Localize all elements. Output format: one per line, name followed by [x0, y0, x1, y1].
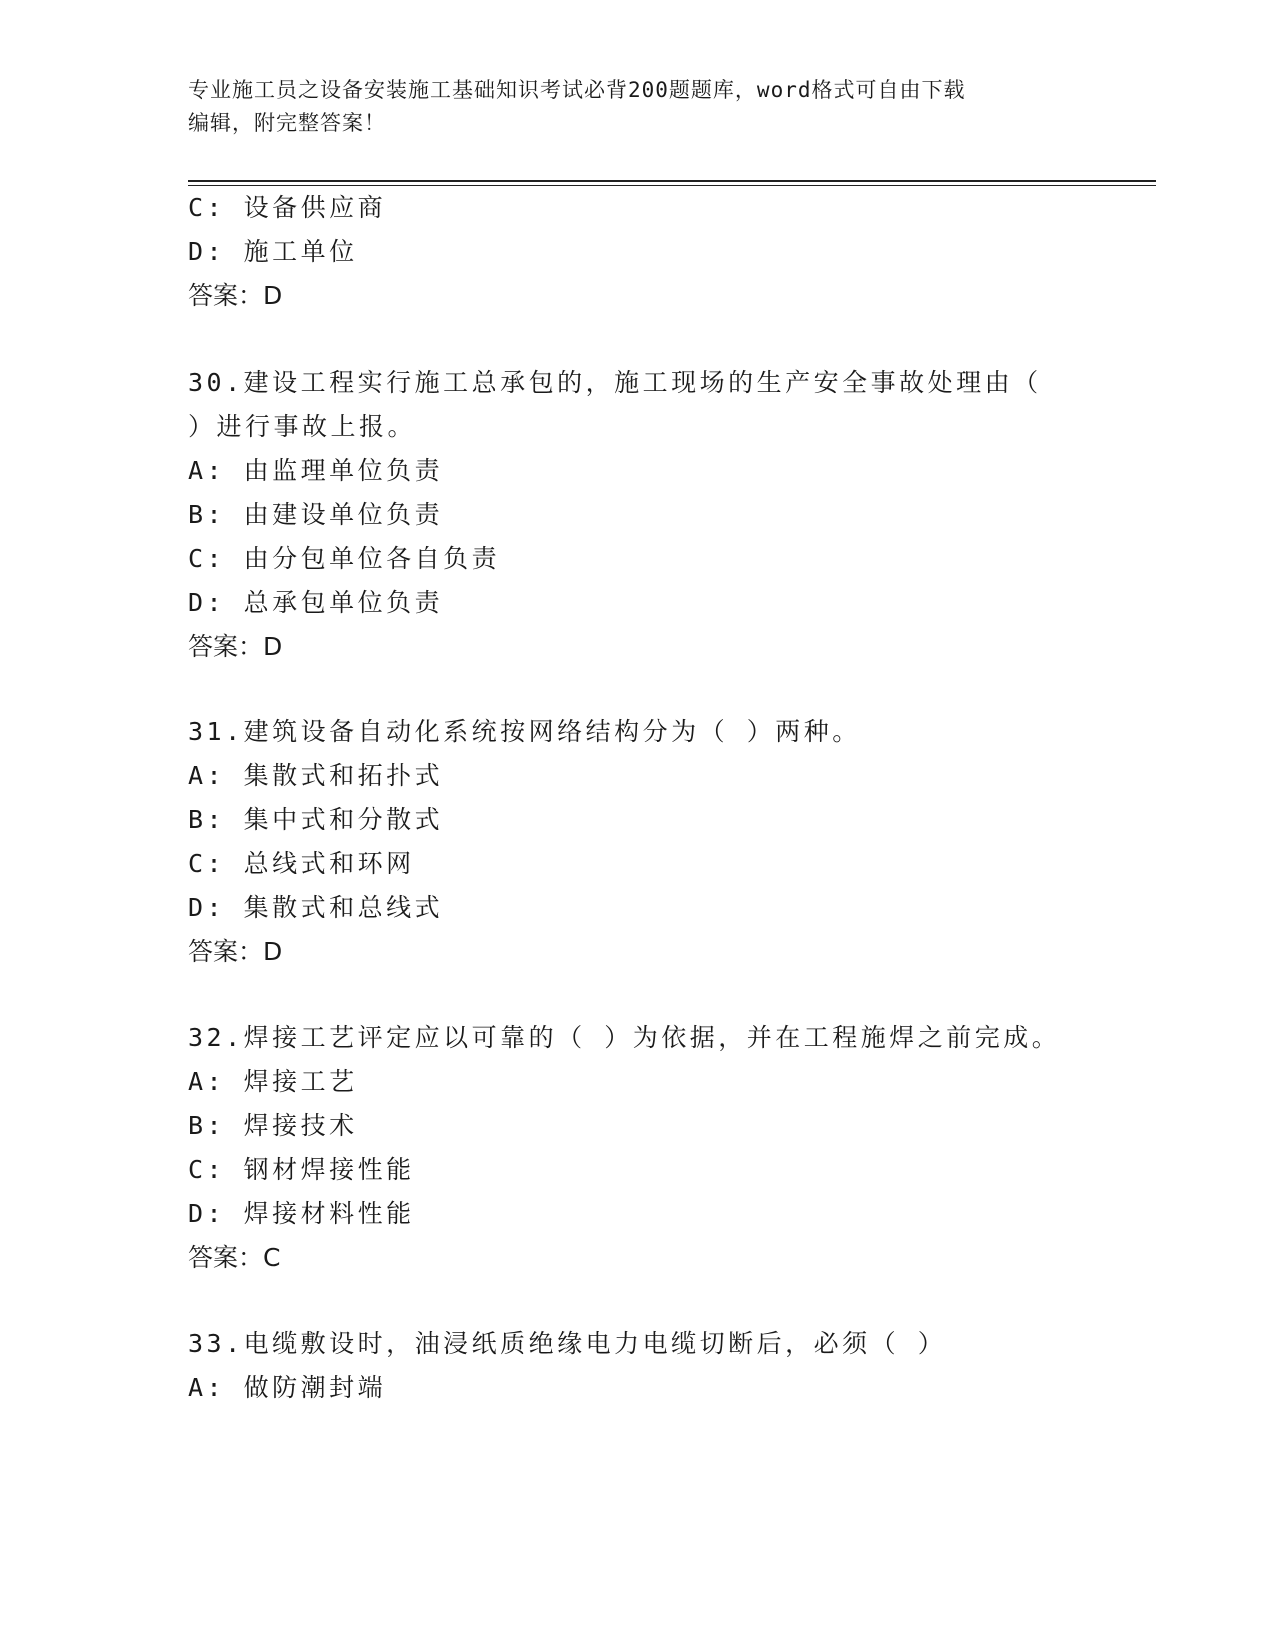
header-line-2: 编辑，附完整答案！ [188, 111, 386, 135]
q31-stem: 31.建筑设备自动化系统按网络结构分为（ ）两种。 [188, 717, 861, 746]
q31-option-d: D: 集散式和总线式 [188, 893, 444, 922]
q31-answer: 答案：D [188, 937, 283, 966]
q32-stem: 32.焊接工艺评定应以可靠的（ ）为依据，并在工程施焊之前完成。 [188, 1023, 1061, 1052]
q29-option-d: D: 施工单位 [188, 237, 358, 266]
q30-option-a: A: 由监理单位负责 [188, 456, 444, 485]
q30-stem-line-2: ）进行事故上报。 [188, 412, 417, 441]
q30-stem-line-1: 30.建设工程实行施工总承包的，施工现场的生产安全事故处理由（ [188, 368, 1042, 397]
header-line-1: 专业施工员之设备安装施工基础知识考试必背200题题库，word格式可自由下载 [188, 78, 966, 102]
q31-option-c: C: 总线式和环网 [188, 849, 415, 878]
q32-option-b: B: 焊接技术 [188, 1111, 358, 1140]
q30-option-b: B: 由建设单位负责 [188, 500, 444, 529]
q30-answer: 答案：D [188, 632, 283, 661]
document-header [188, 74, 1088, 140]
q31-option-b: B: 集中式和分散式 [188, 805, 444, 834]
q33-stem: 33.电缆敷设时，油浸纸质绝缘电力电缆切断后，必须（ ） [188, 1329, 947, 1358]
q29-option-c: C: 设备供应商 [188, 193, 387, 222]
q29-answer: 答案：D [188, 281, 283, 310]
q33-option-a: A: 做防潮封端 [188, 1373, 387, 1402]
q32-option-d: D: 焊接材料性能 [188, 1199, 415, 1228]
header-divider [188, 180, 1156, 182]
q30-option-d: D: 总承包单位负责 [188, 588, 444, 617]
q31-option-a: A: 集散式和拓扑式 [188, 761, 444, 790]
q32-answer: 答案：C [188, 1243, 281, 1272]
q32-option-c: C: 钢材焊接性能 [188, 1155, 415, 1184]
q32-option-a: A: 焊接工艺 [188, 1067, 358, 1096]
header-divider-thin [188, 185, 1156, 186]
q30-option-c: C: 由分包单位各自负责 [188, 544, 501, 573]
